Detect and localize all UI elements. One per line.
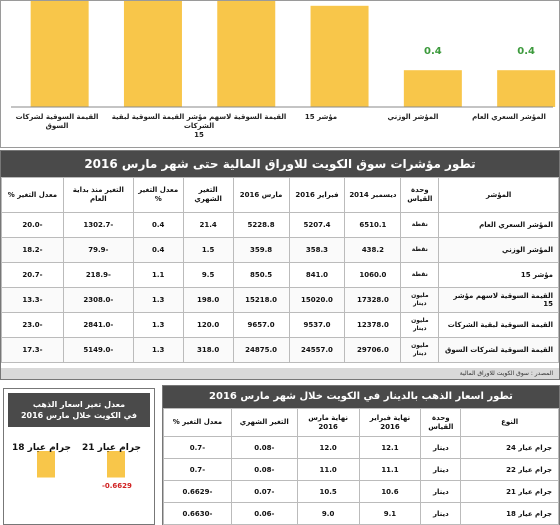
top-bar [124, 1, 182, 107]
gold-cell: -0.08 [231, 459, 297, 481]
indices-cell: -13.3 [2, 288, 64, 313]
gold-row [164, 437, 559, 459]
gold-cell: دينار [421, 503, 461, 525]
indices-cell: مؤشر 15 [439, 263, 559, 288]
indices-cell: 0.4 [133, 213, 183, 238]
gold-cell: -0.7 [164, 437, 232, 459]
indices-cell: 24557.0 [289, 338, 345, 363]
top-bar [404, 70, 462, 107]
indices-cell: -20.7 [2, 263, 64, 288]
indices-cell: -218.9 [63, 263, 133, 288]
indices-cell: 9.5 [183, 263, 233, 288]
indices-cell: مليون دينار [401, 313, 439, 338]
gold-cell: -0.07 [231, 481, 297, 503]
top-category-label [5, 113, 109, 131]
indices-cell: 1.1 [133, 263, 183, 288]
top-category-label-line: المؤشر السعري العام [472, 113, 546, 121]
gold-cell: -0.6629 [164, 481, 232, 503]
indices-cell: -2841.0 [63, 313, 133, 338]
indices-row [2, 213, 559, 238]
gold-change-chart [3, 388, 155, 525]
indices-row [2, 288, 559, 313]
gold-cell: 9.0 [297, 503, 359, 525]
gold-row [164, 459, 559, 481]
indices-row [2, 263, 559, 288]
gold-body [164, 437, 559, 525]
indices-cell: 5207.4 [289, 213, 345, 238]
top-bar-chart [0, 0, 560, 148]
gold-table [163, 408, 559, 525]
gold-cell: دينار [421, 459, 461, 481]
header-change-rate: معدل التغير % [133, 178, 183, 213]
indices-body [2, 213, 559, 363]
header-index: المؤشر [439, 178, 559, 213]
indices-cell: القيمة السوقية لاسهم مؤشر 15 [439, 288, 559, 313]
indices-cell: 21.4 [183, 213, 233, 238]
gold-cell: 12.0 [297, 437, 359, 459]
indices-cell: -18.2 [2, 238, 64, 263]
top-category-label-line: السوق [45, 122, 69, 130]
top-bar [311, 6, 369, 107]
indices-cell: 1.3 [133, 288, 183, 313]
header-ytd-rate: معدل التغير % [2, 178, 64, 213]
gold-header-monthly-change: التغير الشهري [231, 409, 297, 437]
indices-cell: 5228.8 [233, 213, 289, 238]
indices-cell: 358.3 [289, 238, 345, 263]
header-monthly-change: التغير الشهري [183, 178, 233, 213]
mini-category-label: جرام عيار 21 [82, 443, 141, 453]
gold-cell: -0.7 [164, 459, 232, 481]
mini-bar [37, 451, 55, 478]
top-category-label-line: القيمة السوقية لاسهم مؤشر القيمة السوقية لبقية الشركات [111, 113, 287, 130]
top-category-label-line: المؤشر الوزني [387, 113, 439, 121]
gold-cell: جرام عيار 18 [461, 503, 559, 525]
mini-title-line-2: في الكويت خلال مارس 2016 [20, 411, 137, 420]
gold-cell: جرام عيار 24 [461, 437, 559, 459]
indices-cell: 1.3 [133, 313, 183, 338]
indices-cell: 12378.0 [345, 313, 401, 338]
gold-row [164, 503, 559, 525]
header-unit: وحدة القياس [401, 178, 439, 213]
gold-header-feb: نهاية فبراير 2016 [359, 409, 421, 437]
gold-header-type: النوع [461, 409, 559, 437]
indices-cell: 318.0 [183, 338, 233, 363]
mini-chart-title [8, 393, 150, 427]
indices-cell: 17328.0 [345, 288, 401, 313]
top-category-label-line: 15 [194, 131, 204, 139]
gold-title: تطور اسعار الذهب بالدينار في الكويت خلال شهر مارس 2016 [163, 386, 559, 408]
indices-cell: 15020.0 [289, 288, 345, 313]
header-mar-2016: مارس 2016 [233, 178, 289, 213]
gold-row [164, 481, 559, 503]
indices-cell: 1.5 [183, 238, 233, 263]
gold-cell: -0.6630 [164, 503, 232, 525]
indices-cell: 1060.0 [345, 263, 401, 288]
gold-header-change-rate: معدل التغير % [164, 409, 232, 437]
gold-cell: -0.06 [231, 503, 297, 525]
gold-cell: جرام عيار 21 [461, 481, 559, 503]
indices-cell: 9537.0 [289, 313, 345, 338]
indices-cell: القيمة السوقية لبقية الشركات [439, 313, 559, 338]
indices-cell: 0.4 [133, 238, 183, 263]
gold-header-unit: وحدة القياس [421, 409, 461, 437]
indices-cell: مليون دينار [401, 338, 439, 363]
indices-cell: -17.3 [2, 338, 64, 363]
mini-bar [107, 451, 125, 478]
gold-cell: 10.6 [359, 481, 421, 503]
indices-title: تطور مؤشرات سوق الكويت للاوراق المالية حتى شهر مارس 2016 [1, 151, 559, 177]
gold-cell: 9.1 [359, 503, 421, 525]
indices-row [2, 338, 559, 363]
source-note: المصدر : سوق الكويت للاوراق المالية [1, 368, 559, 379]
top-bar [217, 1, 275, 107]
top-category-label [461, 113, 557, 122]
indices-cell: 438.2 [345, 238, 401, 263]
indices-cell: -5149.0 [63, 338, 133, 363]
header-ytd-change: التغير منذ بداية العام [63, 178, 133, 213]
gold-cell: -0.08 [231, 437, 297, 459]
indices-cell: القيمة السوقية لشركات السوق [439, 338, 559, 363]
top-category-label-line: القيمة السوقية لشركات [15, 113, 99, 121]
indices-cell: نقطة [401, 263, 439, 288]
top-bar [31, 1, 89, 107]
top-bar-value-label: 0.4 [423, 46, 442, 58]
indices-cell: 1.3 [133, 338, 183, 363]
top-bar-value-label: 0.4 [517, 46, 535, 58]
gold-cell: 12.1 [359, 437, 421, 459]
top-category-label [373, 113, 453, 122]
header-dec-2014: ديسمبر 2014 [345, 178, 401, 213]
mini-title-line-1: معدل تغير اسعار الذهب [32, 400, 126, 409]
indices-cell: 120.0 [183, 313, 233, 338]
indices-cell: 9657.0 [233, 313, 289, 338]
gold-cell: 10.5 [297, 481, 359, 503]
top-category-label [286, 113, 356, 122]
indices-cell: 6510.1 [345, 213, 401, 238]
gold-cell: 11.0 [297, 459, 359, 481]
indices-cell: المؤشر الوزني [439, 238, 559, 263]
gold-section [162, 385, 560, 525]
indices-cell: -20.0 [2, 213, 64, 238]
gold-cell: دينار [421, 437, 461, 459]
indices-cell: 841.0 [289, 263, 345, 288]
indices-cell: 29706.0 [345, 338, 401, 363]
indices-cell: 24875.0 [233, 338, 289, 363]
mini-bar-value-label: -0.6629 [102, 481, 132, 490]
indices-table [1, 177, 559, 363]
indices-cell: 198.0 [183, 288, 233, 313]
header-feb-2016: فبراير 2016 [289, 178, 345, 213]
indices-cell: مليون دينار [401, 288, 439, 313]
gold-cell: 11.1 [359, 459, 421, 481]
gold-cell: دينار [421, 481, 461, 503]
gold-header-row [164, 409, 559, 437]
mini-category-label: جرام عيار 18 [12, 443, 71, 453]
indices-cell: 850.5 [233, 263, 289, 288]
indices-header-row [2, 178, 559, 213]
gold-header-mar: نهاية مارس 2016 [297, 409, 359, 437]
indices-section [0, 150, 560, 380]
indices-row [2, 313, 559, 338]
indices-cell: 359.8 [233, 238, 289, 263]
indices-cell: -2308.0 [63, 288, 133, 313]
indices-cell: -1302.7 [63, 213, 133, 238]
indices-cell: 15218.0 [233, 288, 289, 313]
indices-cell: -23.0 [2, 313, 64, 338]
indices-cell: -79.9 [63, 238, 133, 263]
indices-cell: المؤشر السعري العام [439, 213, 559, 238]
top-bar [497, 70, 555, 107]
indices-cell: نقطة [401, 213, 439, 238]
gold-cell: جرام عيار 22 [461, 459, 559, 481]
top-category-label-line: مؤشر 15 [304, 113, 338, 121]
indices-row [2, 238, 559, 263]
indices-cell: نقطة [401, 238, 439, 263]
top-category-label [109, 113, 289, 140]
